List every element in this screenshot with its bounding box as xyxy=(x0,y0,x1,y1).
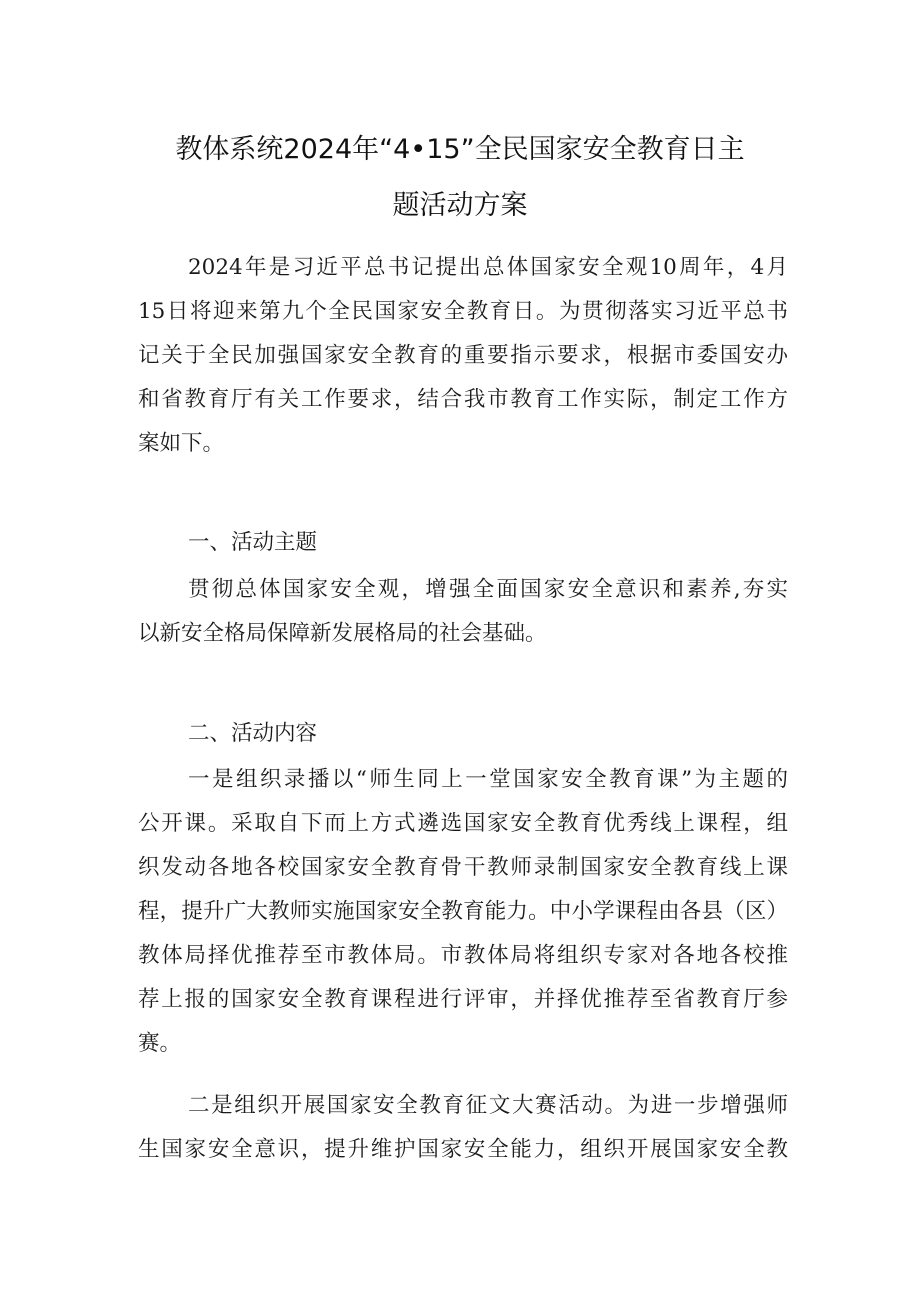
item-1-line: 公开课。采取自下而上方式遴选国家安全教育优秀线上课程，组 xyxy=(138,811,788,836)
intro-line: 记关于全民加强国家安全教育的重要指示要求，根据市委国安办 xyxy=(138,343,788,368)
section-1-line: 贯彻总体国家安全观，增强全面国家安全意识和素养,夯实 xyxy=(188,577,788,602)
intro-line: 案如下。 xyxy=(138,431,225,456)
item-1-line: 荐上报的国家安全教育课程进行评审，并择优推荐至省教育厅参 xyxy=(138,987,788,1012)
item-1-line: 织发动各地各校国家安全教育骨干教师录制国家安全教育线上课 xyxy=(138,855,788,880)
intro-line: 2024年是习近平总书记提出总体国家安全观10周年，4月 xyxy=(188,255,788,280)
section-1-line: 以新安全格局保障新发展格局的社会基础。 xyxy=(138,621,547,646)
item-1-line: 一是组织录播以“师生同上一堂国家安全教育课”为主题的 xyxy=(188,767,788,792)
item-1-line: 教体局择优推荐至市教体局。市教体局将组织专家对各地各校推 xyxy=(138,943,788,968)
document-title-line-1: 教体系统2024年“4•15”全民国家安全教育日主 xyxy=(175,134,745,165)
item-1-line: 赛。 xyxy=(138,1031,182,1056)
item-2-line: 生国家安全意识，提升维护国家安全能力，组织开展国家安全教 xyxy=(138,1137,788,1162)
document-title-line-2: 题活动方案 xyxy=(392,190,528,221)
item-2-line: 二是组织开展国家安全教育征文大赛活动。为进一步增强师 xyxy=(188,1093,788,1118)
intro-line: 15日将迎来第九个全民国家安全教育日。为贯彻落实习近平总书 xyxy=(138,299,788,324)
section-1-heading: 一、活动主题 xyxy=(188,530,318,555)
section-2-heading: 二、活动内容 xyxy=(188,721,318,746)
item-1-line: 程，提升广大教师实施国家安全教育能力。中小学课程由各县（区） xyxy=(138,899,788,924)
intro-line: 和省教育厅有关工作要求，结合我市教育工作实际，制定工作方 xyxy=(138,387,788,412)
